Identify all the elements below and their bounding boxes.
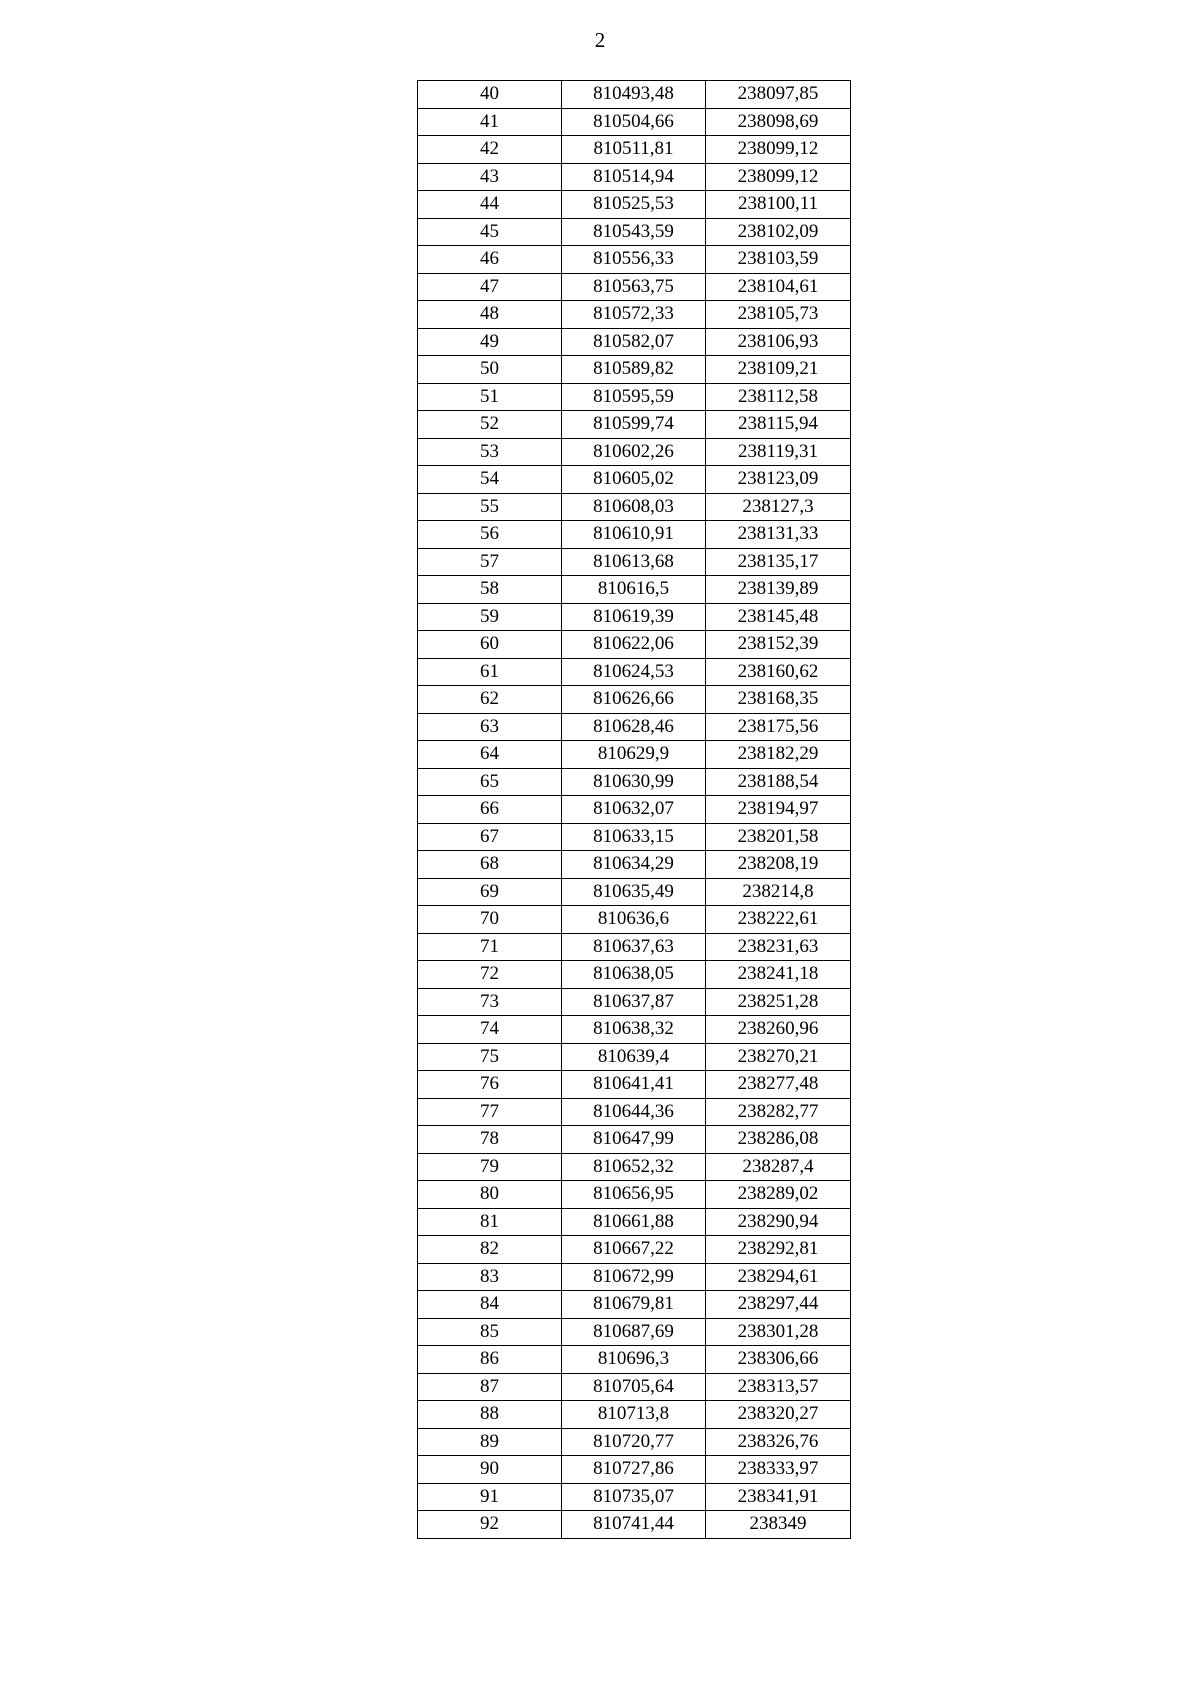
x-coordinate-cell: 810720,77 bbox=[562, 1428, 706, 1456]
y-coordinate-cell: 238103,59 bbox=[706, 246, 851, 274]
table-row bbox=[418, 713, 851, 741]
x-coordinate-cell: 810633,15 bbox=[562, 823, 706, 851]
table-row bbox=[418, 1483, 851, 1511]
x-coordinate-cell: 810572,33 bbox=[562, 301, 706, 329]
x-coordinate-cell: 810543,59 bbox=[562, 218, 706, 246]
x-coordinate-cell: 810637,87 bbox=[562, 988, 706, 1016]
x-coordinate-cell: 810589,82 bbox=[562, 356, 706, 384]
point-number-cell: 58 bbox=[418, 576, 562, 604]
point-number-cell: 51 bbox=[418, 383, 562, 411]
table-row bbox=[418, 1263, 851, 1291]
y-coordinate-cell: 238152,39 bbox=[706, 631, 851, 659]
table-row bbox=[418, 411, 851, 439]
point-number-cell: 44 bbox=[418, 191, 562, 219]
y-coordinate-cell: 238349 bbox=[706, 1511, 851, 1539]
y-coordinate-cell: 238100,11 bbox=[706, 191, 851, 219]
x-coordinate-cell: 810661,88 bbox=[562, 1208, 706, 1236]
y-coordinate-cell: 238208,19 bbox=[706, 851, 851, 879]
y-coordinate-cell: 238139,89 bbox=[706, 576, 851, 604]
x-coordinate-cell: 810619,39 bbox=[562, 603, 706, 631]
point-number-cell: 55 bbox=[418, 493, 562, 521]
y-coordinate-cell: 238098,69 bbox=[706, 108, 851, 136]
y-coordinate-cell: 238286,08 bbox=[706, 1126, 851, 1154]
y-coordinate-cell: 238112,58 bbox=[706, 383, 851, 411]
x-coordinate-cell: 810637,63 bbox=[562, 933, 706, 961]
y-coordinate-cell: 238145,48 bbox=[706, 603, 851, 631]
point-number-cell: 81 bbox=[418, 1208, 562, 1236]
y-coordinate-cell: 238341,91 bbox=[706, 1483, 851, 1511]
x-coordinate-cell: 810563,75 bbox=[562, 273, 706, 301]
y-coordinate-cell: 238194,97 bbox=[706, 796, 851, 824]
point-number-cell: 76 bbox=[418, 1071, 562, 1099]
point-number-cell: 68 bbox=[418, 851, 562, 879]
table-row bbox=[418, 356, 851, 384]
x-coordinate-cell: 810624,53 bbox=[562, 658, 706, 686]
y-coordinate-cell: 238131,33 bbox=[706, 521, 851, 549]
y-coordinate-cell: 238326,76 bbox=[706, 1428, 851, 1456]
x-coordinate-cell: 810639,4 bbox=[562, 1043, 706, 1071]
x-coordinate-cell: 810605,02 bbox=[562, 466, 706, 494]
table-row bbox=[418, 631, 851, 659]
point-number-cell: 45 bbox=[418, 218, 562, 246]
table-row bbox=[418, 961, 851, 989]
x-coordinate-cell: 810622,06 bbox=[562, 631, 706, 659]
x-coordinate-cell: 810634,29 bbox=[562, 851, 706, 879]
point-number-cell: 50 bbox=[418, 356, 562, 384]
table-row bbox=[418, 796, 851, 824]
y-coordinate-cell: 238127,3 bbox=[706, 493, 851, 521]
x-coordinate-cell: 810638,05 bbox=[562, 961, 706, 989]
point-number-cell: 69 bbox=[418, 878, 562, 906]
table-row bbox=[418, 1511, 851, 1539]
x-coordinate-cell: 810493,48 bbox=[562, 81, 706, 109]
y-coordinate-cell: 238282,77 bbox=[706, 1098, 851, 1126]
x-coordinate-cell: 810679,81 bbox=[562, 1291, 706, 1319]
table-row bbox=[418, 1373, 851, 1401]
table-row bbox=[418, 328, 851, 356]
y-coordinate-cell: 238231,63 bbox=[706, 933, 851, 961]
point-number-cell: 47 bbox=[418, 273, 562, 301]
point-number-cell: 83 bbox=[418, 1263, 562, 1291]
point-number-cell: 43 bbox=[418, 163, 562, 191]
table-row bbox=[418, 301, 851, 329]
point-number-cell: 52 bbox=[418, 411, 562, 439]
y-coordinate-cell: 238188,54 bbox=[706, 768, 851, 796]
table-row bbox=[418, 466, 851, 494]
y-coordinate-cell: 238260,96 bbox=[706, 1016, 851, 1044]
point-number-cell: 73 bbox=[418, 988, 562, 1016]
table-row bbox=[418, 273, 851, 301]
point-number-cell: 46 bbox=[418, 246, 562, 274]
y-coordinate-cell: 238104,61 bbox=[706, 273, 851, 301]
table-row bbox=[418, 108, 851, 136]
y-coordinate-cell: 238214,8 bbox=[706, 878, 851, 906]
x-coordinate-cell: 810687,69 bbox=[562, 1318, 706, 1346]
table-row bbox=[418, 548, 851, 576]
table-row bbox=[418, 933, 851, 961]
y-coordinate-cell: 238292,81 bbox=[706, 1236, 851, 1264]
y-coordinate-cell: 238251,28 bbox=[706, 988, 851, 1016]
table-row bbox=[418, 1098, 851, 1126]
table-row bbox=[418, 1208, 851, 1236]
table-row bbox=[418, 686, 851, 714]
y-coordinate-cell: 238135,17 bbox=[706, 548, 851, 576]
y-coordinate-cell: 238115,94 bbox=[706, 411, 851, 439]
table-row bbox=[418, 1071, 851, 1099]
point-number-cell: 49 bbox=[418, 328, 562, 356]
point-number-cell: 78 bbox=[418, 1126, 562, 1154]
table-row bbox=[418, 218, 851, 246]
point-number-cell: 40 bbox=[418, 81, 562, 109]
x-coordinate-cell: 810741,44 bbox=[562, 1511, 706, 1539]
table-row bbox=[418, 163, 851, 191]
table-row bbox=[418, 1126, 851, 1154]
point-number-cell: 41 bbox=[418, 108, 562, 136]
x-coordinate-cell: 810644,36 bbox=[562, 1098, 706, 1126]
page-number: 2 bbox=[594, 28, 606, 52]
point-number-cell: 88 bbox=[418, 1401, 562, 1429]
x-coordinate-cell: 810636,6 bbox=[562, 906, 706, 934]
y-coordinate-cell: 238099,12 bbox=[706, 163, 851, 191]
table-row bbox=[418, 878, 851, 906]
coordinates-table bbox=[417, 80, 851, 1539]
point-number-cell: 85 bbox=[418, 1318, 562, 1346]
table-row bbox=[418, 1236, 851, 1264]
point-number-cell: 62 bbox=[418, 686, 562, 714]
table-row bbox=[418, 576, 851, 604]
point-number-cell: 42 bbox=[418, 136, 562, 164]
table-row bbox=[418, 851, 851, 879]
point-number-cell: 77 bbox=[418, 1098, 562, 1126]
point-number-cell: 67 bbox=[418, 823, 562, 851]
point-number-cell: 54 bbox=[418, 466, 562, 494]
table-row bbox=[418, 1346, 851, 1374]
x-coordinate-cell: 810608,03 bbox=[562, 493, 706, 521]
x-coordinate-cell: 810672,99 bbox=[562, 1263, 706, 1291]
y-coordinate-cell: 238175,56 bbox=[706, 713, 851, 741]
x-coordinate-cell: 810656,95 bbox=[562, 1181, 706, 1209]
x-coordinate-cell: 810511,81 bbox=[562, 136, 706, 164]
table-row bbox=[418, 741, 851, 769]
y-coordinate-cell: 238301,28 bbox=[706, 1318, 851, 1346]
x-coordinate-cell: 810727,86 bbox=[562, 1456, 706, 1484]
y-coordinate-cell: 238109,21 bbox=[706, 356, 851, 384]
x-coordinate-cell: 810630,99 bbox=[562, 768, 706, 796]
x-coordinate-cell: 810647,99 bbox=[562, 1126, 706, 1154]
point-number-cell: 63 bbox=[418, 713, 562, 741]
table-row bbox=[418, 1318, 851, 1346]
y-coordinate-cell: 238270,21 bbox=[706, 1043, 851, 1071]
y-coordinate-cell: 238313,57 bbox=[706, 1373, 851, 1401]
point-number-cell: 61 bbox=[418, 658, 562, 686]
table-row bbox=[418, 81, 851, 109]
y-coordinate-cell: 238287,4 bbox=[706, 1153, 851, 1181]
coordinates-table-body bbox=[418, 81, 851, 1539]
point-number-cell: 65 bbox=[418, 768, 562, 796]
point-number-cell: 84 bbox=[418, 1291, 562, 1319]
x-coordinate-cell: 810641,41 bbox=[562, 1071, 706, 1099]
y-coordinate-cell: 238119,31 bbox=[706, 438, 851, 466]
x-coordinate-cell: 810629,9 bbox=[562, 741, 706, 769]
y-coordinate-cell: 238333,97 bbox=[706, 1456, 851, 1484]
y-coordinate-cell: 238099,12 bbox=[706, 136, 851, 164]
point-number-cell: 79 bbox=[418, 1153, 562, 1181]
point-number-cell: 91 bbox=[418, 1483, 562, 1511]
point-number-cell: 72 bbox=[418, 961, 562, 989]
table-row bbox=[418, 1043, 851, 1071]
y-coordinate-cell: 238222,61 bbox=[706, 906, 851, 934]
x-coordinate-cell: 810610,91 bbox=[562, 521, 706, 549]
table-row bbox=[418, 521, 851, 549]
table-row bbox=[418, 438, 851, 466]
x-coordinate-cell: 810504,66 bbox=[562, 108, 706, 136]
table-row bbox=[418, 1291, 851, 1319]
table-row bbox=[418, 191, 851, 219]
y-coordinate-cell: 238168,35 bbox=[706, 686, 851, 714]
x-coordinate-cell: 810613,68 bbox=[562, 548, 706, 576]
y-coordinate-cell: 238182,29 bbox=[706, 741, 851, 769]
y-coordinate-cell: 238097,85 bbox=[706, 81, 851, 109]
point-number-cell: 56 bbox=[418, 521, 562, 549]
point-number-cell: 64 bbox=[418, 741, 562, 769]
table-row bbox=[418, 1456, 851, 1484]
point-number-cell: 90 bbox=[418, 1456, 562, 1484]
x-coordinate-cell: 810514,94 bbox=[562, 163, 706, 191]
point-number-cell: 92 bbox=[418, 1511, 562, 1539]
point-number-cell: 74 bbox=[418, 1016, 562, 1044]
x-coordinate-cell: 810652,32 bbox=[562, 1153, 706, 1181]
table-row bbox=[418, 988, 851, 1016]
table-row bbox=[418, 823, 851, 851]
x-coordinate-cell: 810735,07 bbox=[562, 1483, 706, 1511]
y-coordinate-cell: 238102,09 bbox=[706, 218, 851, 246]
table-row bbox=[418, 768, 851, 796]
y-coordinate-cell: 238289,02 bbox=[706, 1181, 851, 1209]
x-coordinate-cell: 810713,8 bbox=[562, 1401, 706, 1429]
point-number-cell: 82 bbox=[418, 1236, 562, 1264]
point-number-cell: 57 bbox=[418, 548, 562, 576]
point-number-cell: 89 bbox=[418, 1428, 562, 1456]
y-coordinate-cell: 238201,58 bbox=[706, 823, 851, 851]
y-coordinate-cell: 238106,93 bbox=[706, 328, 851, 356]
x-coordinate-cell: 810582,07 bbox=[562, 328, 706, 356]
table-row bbox=[418, 493, 851, 521]
table-row bbox=[418, 1153, 851, 1181]
x-coordinate-cell: 810635,49 bbox=[562, 878, 706, 906]
x-coordinate-cell: 810667,22 bbox=[562, 1236, 706, 1264]
y-coordinate-cell: 238160,62 bbox=[706, 658, 851, 686]
x-coordinate-cell: 810525,53 bbox=[562, 191, 706, 219]
y-coordinate-cell: 238241,18 bbox=[706, 961, 851, 989]
point-number-cell: 59 bbox=[418, 603, 562, 631]
x-coordinate-cell: 810556,33 bbox=[562, 246, 706, 274]
table-row bbox=[418, 383, 851, 411]
point-number-cell: 60 bbox=[418, 631, 562, 659]
x-coordinate-cell: 810602,26 bbox=[562, 438, 706, 466]
x-coordinate-cell: 810616,5 bbox=[562, 576, 706, 604]
table-row bbox=[418, 1401, 851, 1429]
point-number-cell: 48 bbox=[418, 301, 562, 329]
point-number-cell: 86 bbox=[418, 1346, 562, 1374]
x-coordinate-cell: 810705,64 bbox=[562, 1373, 706, 1401]
x-coordinate-cell: 810626,66 bbox=[562, 686, 706, 714]
point-number-cell: 87 bbox=[418, 1373, 562, 1401]
point-number-cell: 71 bbox=[418, 933, 562, 961]
point-number-cell: 75 bbox=[418, 1043, 562, 1071]
y-coordinate-cell: 238320,27 bbox=[706, 1401, 851, 1429]
table-row bbox=[418, 1181, 851, 1209]
table-row bbox=[418, 246, 851, 274]
point-number-cell: 66 bbox=[418, 796, 562, 824]
table-row bbox=[418, 136, 851, 164]
x-coordinate-cell: 810638,32 bbox=[562, 1016, 706, 1044]
table-row bbox=[418, 603, 851, 631]
x-coordinate-cell: 810628,46 bbox=[562, 713, 706, 741]
table-row bbox=[418, 906, 851, 934]
y-coordinate-cell: 238290,94 bbox=[706, 1208, 851, 1236]
y-coordinate-cell: 238123,09 bbox=[706, 466, 851, 494]
y-coordinate-cell: 238105,73 bbox=[706, 301, 851, 329]
point-number-cell: 53 bbox=[418, 438, 562, 466]
x-coordinate-cell: 810632,07 bbox=[562, 796, 706, 824]
point-number-cell: 80 bbox=[418, 1181, 562, 1209]
y-coordinate-cell: 238306,66 bbox=[706, 1346, 851, 1374]
y-coordinate-cell: 238294,61 bbox=[706, 1263, 851, 1291]
x-coordinate-cell: 810595,59 bbox=[562, 383, 706, 411]
x-coordinate-cell: 810599,74 bbox=[562, 411, 706, 439]
table-row bbox=[418, 1428, 851, 1456]
y-coordinate-cell: 238277,48 bbox=[706, 1071, 851, 1099]
table-row bbox=[418, 658, 851, 686]
y-coordinate-cell: 238297,44 bbox=[706, 1291, 851, 1319]
point-number-cell: 70 bbox=[418, 906, 562, 934]
x-coordinate-cell: 810696,3 bbox=[562, 1346, 706, 1374]
table-row bbox=[418, 1016, 851, 1044]
